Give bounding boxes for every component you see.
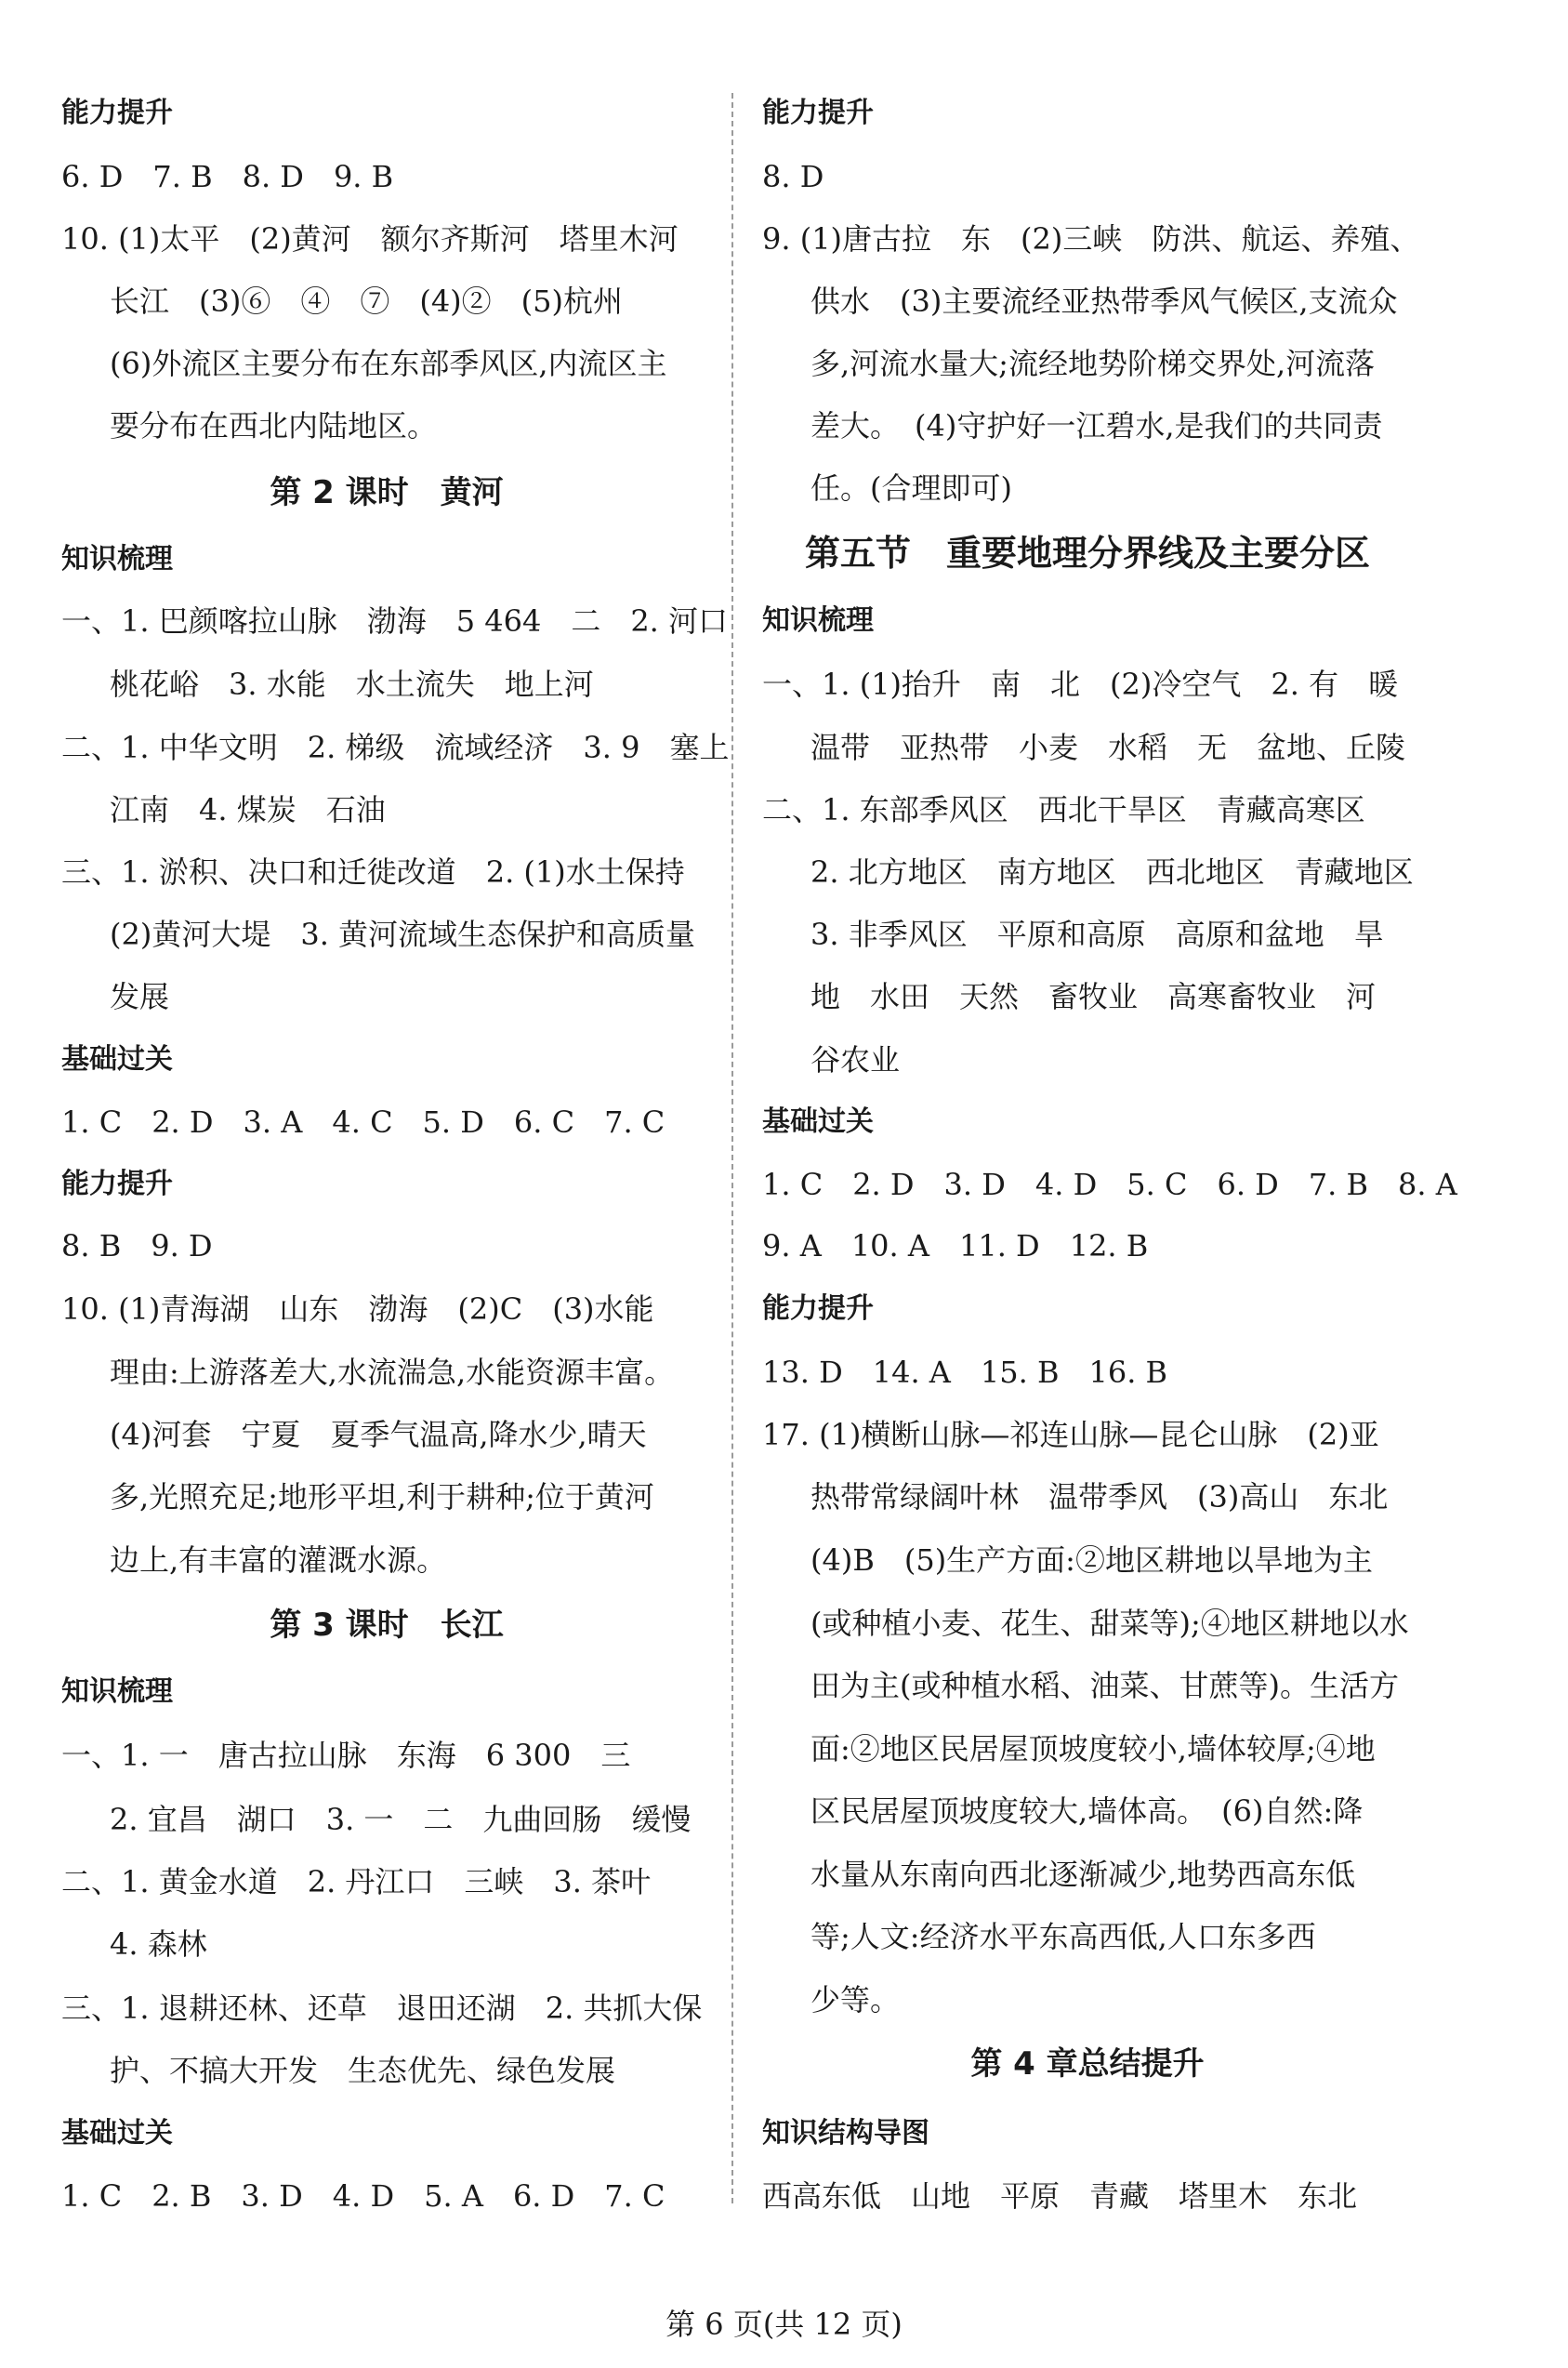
text-line: 长江 (3)⑥ ④ ⑦ (4)② (5)杭州 [110, 284, 623, 319]
section-label: 能力提升 [61, 1168, 173, 1200]
text-line: 9. A 10. A 11. D 12. B [762, 1228, 1149, 1263]
text-line: (6)外流区主要分布在东部季风区,内流区主 [110, 346, 667, 381]
text-line: 理由:上游落差大,水流湍急,水能资源丰富。 [110, 1355, 675, 1390]
text-line: 三、1. 退耕还林、还草 退田还湖 2. 共抓大保 [61, 1991, 703, 2026]
text-line: 等;人文:经济水平东高西低,人口东多西 [810, 1919, 1316, 1954]
text-line: (4)B (5)生产方面:②地区耕地以旱地为主 [810, 1542, 1373, 1578]
section-title: 第 4 章总结提升 [970, 2045, 1205, 2083]
section-title: 第五节 重要地理分界线及主要分区 [804, 533, 1370, 574]
section-label: 知识结构导图 [762, 2117, 929, 2150]
text-line: 地 水田 天然 畜牧业 高寒畜牧业 河 [810, 979, 1377, 1014]
text-line: 二、1. 中华文明 2. 梯级 流域经济 3. 9 塞上 [61, 730, 730, 765]
text-line: 1. C 2. D 3. D 4. D 5. C 6. D 7. B 8. A [762, 1167, 1457, 1202]
text-line: 桃花峪 3. 水能 水土流失 地上河 [110, 667, 594, 702]
section-label: 基础过关 [61, 2117, 173, 2150]
text-line: 温带 亚热带 小麦 水稻 无 盆地、丘陵 [810, 730, 1406, 765]
text-line: 西高东低 山地 平原 青藏 塔里木 东北 [762, 2178, 1358, 2214]
text-line: 区民居屋顶坡度较大,墙体高。 (6)自然:降 [810, 1793, 1364, 1829]
text-line: 任。(合理即可) [810, 470, 1012, 506]
text-line: 17. (1)横断山脉—祁连山脉—昆仑山脉 (2)亚 [762, 1417, 1379, 1452]
text-line: 边上,有丰富的灌溉水源。 [110, 1542, 447, 1578]
text-line: 9. (1)唐古拉 东 (2)三峡 防洪、航运、养殖、 [762, 221, 1420, 257]
section-title: 第 3 课时 长江 [270, 1607, 504, 1644]
text-line: 三、1. 淤积、决口和迁徙改道 2. (1)水土保持 [61, 854, 685, 890]
text-line: 差大。 (4)守护好一江碧水,是我们的共同责 [810, 408, 1383, 443]
section-label: 知识梳理 [61, 1675, 173, 1708]
text-line: 谷农业 [810, 1042, 901, 1078]
section-label: 基础过关 [762, 1105, 874, 1138]
column-divider [731, 93, 733, 2203]
text-line: 护、不搞大开发 生态优先、绿色发展 [110, 2053, 616, 2088]
text-line: 8. D [762, 159, 824, 194]
text-line: 1. C 2. D 3. A 4. C 5. D 6. C 7. C [61, 1105, 665, 1140]
section-label: 知识梳理 [61, 543, 173, 575]
text-line: 13. D 14. A 15. B 16. B [762, 1355, 1168, 1390]
text-line: (或种植小麦、花生、甜菜等);④地区耕地以水 [810, 1606, 1409, 1641]
section-label: 能力提升 [762, 1292, 874, 1325]
text-line: 3. 非季风区 平原和高原 高原和盆地 旱 [810, 917, 1384, 952]
text-line: 江南 4. 煤炭 石油 [110, 792, 386, 827]
section-label: 知识梳理 [762, 604, 874, 637]
text-line: (2)黄河大堤 3. 黄河流域生态保护和高质量 [110, 917, 696, 952]
text-line: 面:②地区民居屋顶坡度较小,墙体较厚;④地 [810, 1731, 1376, 1766]
text-line: 要分布在西北内陆地区。 [110, 408, 438, 443]
text-line: 二、1. 黄金水道 2. 丹江口 三峡 3. 茶叶 [61, 1864, 652, 1899]
page-footer: 第 6 页(共 12 页) [665, 2307, 903, 2342]
text-line: 10. (1)太平 (2)黄河 额尔齐斯河 塔里木河 [61, 221, 679, 257]
text-line: 6. D 7. B 8. D 9. B [61, 159, 394, 194]
text-line: 4. 森林 [110, 1926, 207, 1962]
section-label: 能力提升 [762, 97, 874, 129]
text-line: 田为主(或种植水稻、油菜、甘蔗等)。生活方 [810, 1668, 1399, 1703]
text-line: 二、1. 东部季风区 西北干旱区 青藏高寒区 [762, 792, 1365, 827]
text-line: 发展 [110, 979, 170, 1014]
text-line: 8. B 9. D [61, 1228, 213, 1263]
section-label: 基础过关 [61, 1043, 173, 1076]
section-label: 能力提升 [61, 97, 173, 129]
text-line: 供水 (3)主要流经亚热带季风气候区,支流众 [810, 284, 1398, 319]
text-line: 1. C 2. B 3. D 4. D 5. A 6. D 7. C [61, 2178, 665, 2214]
text-line: 多,河流水量大;流经地势阶梯交界处,河流落 [810, 346, 1376, 381]
text-line: 一、1. (1)抬升 南 北 (2)冷空气 2. 有 暖 [762, 667, 1399, 702]
text-line: 少等。 [810, 1982, 901, 2017]
text-line: 一、1. 巴颜喀拉山脉 渤海 5 464 二 2. 河口 [61, 603, 729, 639]
text-line: 一、1. 一 唐古拉山脉 东海 6 300 三 [61, 1738, 631, 1773]
section-title: 第 2 课时 黄河 [270, 474, 504, 511]
text-line: (4)河套 宁夏 夏季气温高,降水少,晴天 [110, 1417, 647, 1452]
text-line: 10. (1)青海湖 山东 渤海 (2)C (3)水能 [61, 1291, 654, 1327]
text-line: 多,光照充足;地形平坦,利于耕种;位于黄河 [110, 1479, 654, 1515]
text-line: 热带常绿阔叶林 温带季风 (3)高山 东北 [810, 1479, 1389, 1515]
text-line: 水量从东南向西北逐渐减少,地势西高东低 [810, 1857, 1356, 1892]
text-line: 2. 北方地区 南方地区 西北地区 青藏地区 [810, 854, 1414, 890]
text-line: 2. 宜昌 湖口 3. 一 二 九曲回肠 缓慢 [110, 1802, 692, 1837]
